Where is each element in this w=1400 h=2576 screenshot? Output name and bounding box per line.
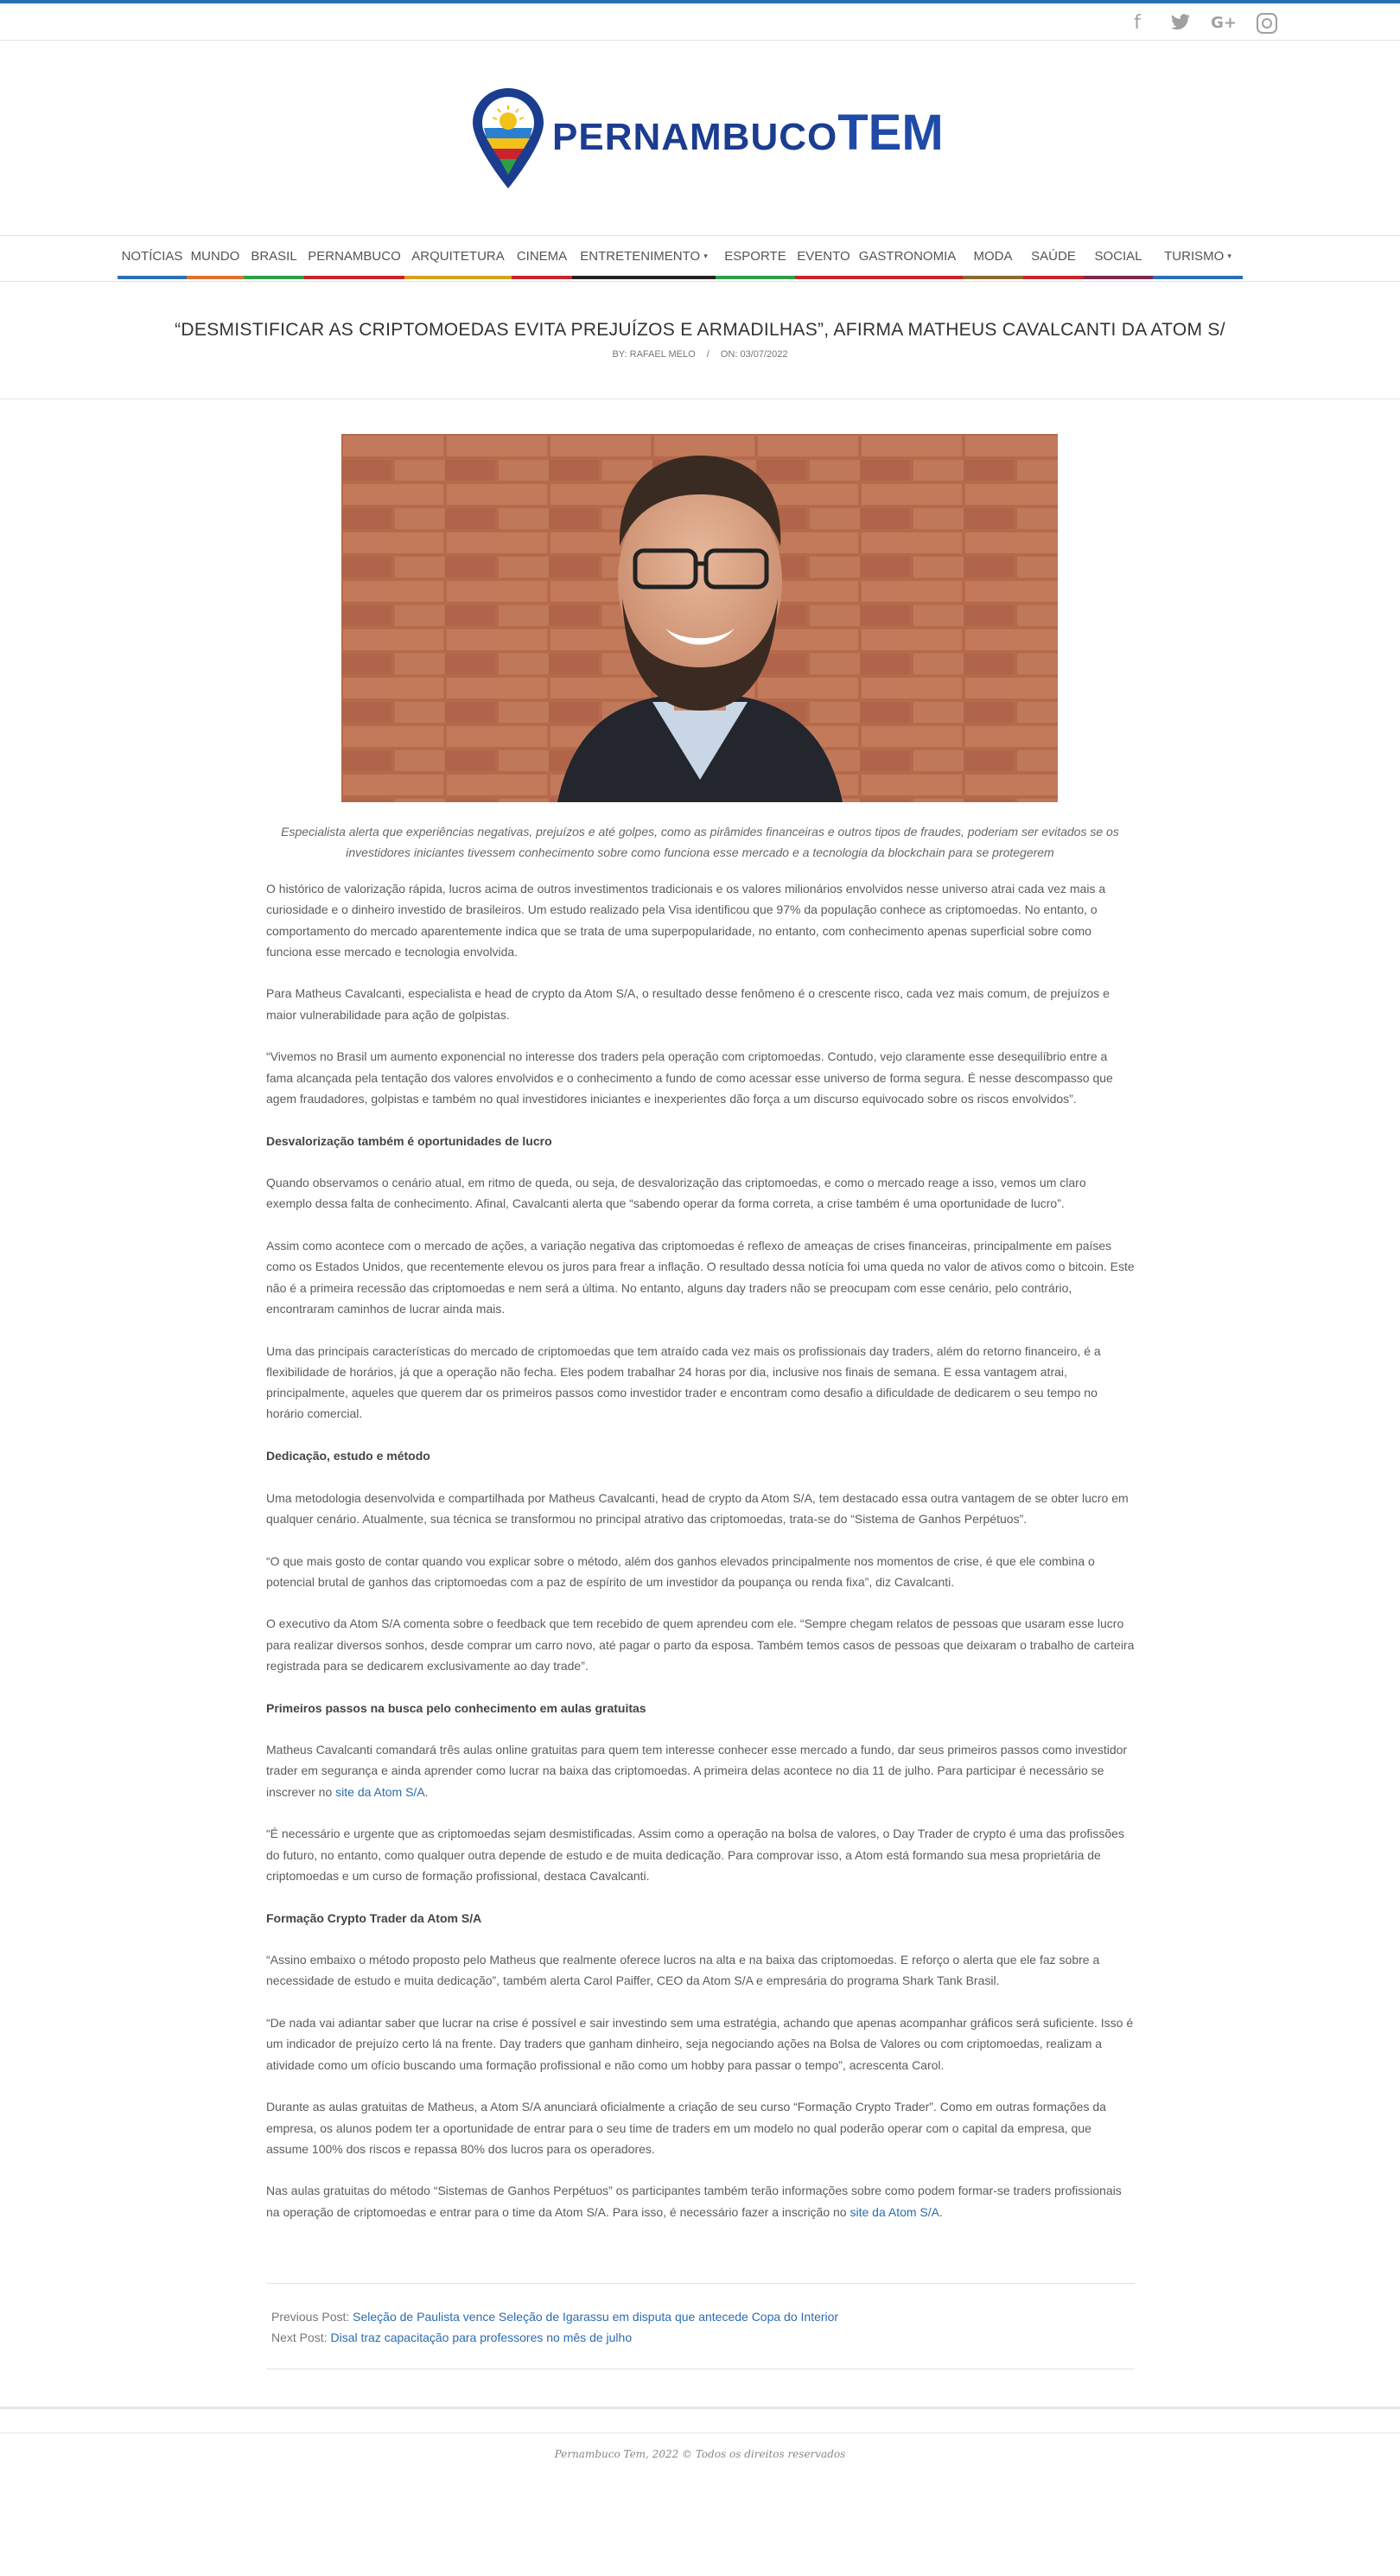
section-heading: Desvalorização também é oportunidades de lucro (266, 1133, 552, 1148)
section-heading: Dedicação, estudo e método (266, 1449, 430, 1463)
nav-item-label: BRASIL (251, 248, 297, 264)
paragraph: “Vivemos no Brasil um aumento exponencial no interesse dos traders pela operação com criptomoedas. Contudo, vejo claramente esse desequilíbrio entre a fama alcançada pela tentação dos valores envolvidos e o conhecimento a fundo de como acessar esse universo de forma segura. É nesse descompasso que agem fraudadores, golpistas e também no qual investidores iniciantes e inexperientes dão força a um discurso equivocado sobre os riscos envolvidos”. (266, 1049, 1113, 1106)
chevron-down-icon: ▾ (1227, 251, 1231, 260)
nav-item-label: TURISMO (1164, 248, 1225, 264)
nav-item-label: PERNAMBUCO (308, 248, 401, 264)
nav-item-gastronomia[interactable] (852, 236, 963, 279)
nav-item-turismo[interactable] (1153, 236, 1243, 279)
paragraph: Assim como acontece com o mercado de ações, a variação negativa das criptomoedas é reflexo de ameaças de crises financeiras, principalmente em países como os Estados Unidos, que recentemente elevou os juros para frear a inflação. O resultado dessa notícia foi uma queda no valor de ativos como o bitcoin. Este não é a primeira recessão das criptomoedas e nem será a última. No entanto, alguns day traders não se preocupam com esse cenário, pelo contrário, encontraram caminhos de lucrar ainda mais. (266, 1239, 1135, 1316)
nav-item-esporte[interactable] (716, 236, 795, 279)
logo-text-pernambuco: PERNAMBUCO (552, 116, 838, 158)
nav-item-sa-de[interactable] (1023, 236, 1084, 279)
nav-item-social[interactable] (1084, 236, 1153, 279)
paragraph: O histórico de valorização rápida, lucros acima de outros investimentos tradicionais e os valores milionários envolvidos nesse universo atrai cada vez mais a curiosidade e o dinheiro investido de brasileiros. Um estudo realizado pela Visa identificou que 97% da população conhece as criptomoedas. No entanto, o comportamento do mercado aparentemente indica que se trata de uma superpopularidade, no entanto, com conhecimento apenas superficial sobre como funciona esse mercado e tecnologia envolvida. (266, 882, 1106, 959)
pin-logo-icon (469, 85, 547, 193)
publish-date: 03/07/2022 (740, 349, 788, 360)
nav-item-label: NOTÍCIAS (121, 248, 183, 264)
on-label: ON: (720, 349, 738, 360)
previous-post (271, 2310, 838, 2324)
nav-item-label: ESPORTE (724, 248, 786, 264)
footer-copyright: Pernambuco Tem, 2022 © Todos os direitos reservados (554, 2448, 846, 2460)
paragraph: Uma metodologia desenvolvida e compartilhada por Matheus Cavalcanti, head de crypto da Atom S/A, tem destacado essa outra vantagem de se obter lucro em qualquer cenário. Atualmente, sua técnica se transformou no principal atrativo das criptomoedas, trata-se do “Sistema de Ganhos Perpétuos”. (266, 1490, 1129, 1526)
nav-item-label: ENTRETENIMENTO (580, 248, 701, 264)
nav-item-evento[interactable] (795, 236, 852, 279)
nav-item-pernambuco[interactable] (304, 236, 404, 279)
image-caption: Especialista alerta que experiências negativas, prejuízos e até golpes, como as pirâmides financeiras e outros tipos de fraudes, poderiam ser evitados se os investidores iniciantes tivessem conhecimento sobre como funciona esse mercado e a tecnologia da blockchain para se protegerem (281, 825, 1119, 859)
atom-site-link[interactable]: site da Atom S/A (335, 1784, 425, 1799)
paragraph-text: Nas aulas gratuitas do método “Sistemas de Ganhos Perpétuos” os participantes também terão informações sobre como podem formar-se traders profissionais na operação de criptomoedas e entrar para o time da Atom S/A. Para isso, é necessário fazer a inscrição no (266, 2184, 1122, 2219)
next-post-label: Next Post: (271, 2331, 328, 2344)
nav-item-not-cias[interactable] (118, 236, 187, 279)
atom-site-link[interactable]: site da Atom S/A (850, 2204, 939, 2219)
paragraph-text: . (424, 1784, 429, 1799)
meta-separator: / (706, 349, 710, 360)
section-heading: Primeiros passos na busca pelo conhecimento em aulas gratuitas (266, 1700, 646, 1715)
nav-item-label: GASTRONOMIA (858, 248, 957, 264)
instagram-icon[interactable] (1255, 10, 1279, 35)
logo-text (552, 104, 944, 162)
social-links (1125, 10, 1279, 35)
paragraph: Uma das principais características do mercado de criptomoedas que tem atraído cada vez mais os profissionais day traders, além do retorno financeiro, é a flexibilidade de horários, já que a operação não fecha. Eles podem trabalhar 24 horas por dia, inclusive nos finais de semana. E essa vantagem atrai, principalmente, aqueles que querem dar os primeiros passos como investidor trader e encontram como desafio a dificuldade de dedicarem o seu tempo no horário comercial. (266, 1343, 1101, 1421)
paragraph: “O que mais gosto de contar quando vou explicar sobre o método, além dos ganhos elevados principalmente nos momentos de crise, é que ele combina o potencial brutal de ganhos das criptomoedas com a paz de espírito de um investidor da poupança ou renda fixa”, diz Cavalcanti. (266, 1553, 1095, 1589)
author-name[interactable]: RAFAEL MELO (629, 349, 696, 360)
article-image (341, 434, 1058, 802)
logo-text-tem: TEM (837, 105, 944, 161)
paragraph (266, 2180, 1135, 2222)
nav-item-label: MODA (973, 248, 1013, 264)
article-header (0, 282, 1400, 399)
paragraph-text: Matheus Cavalcanti comandará três aulas online gratuitas para quem tem interesse conhecer esse mercado a fundo, dar seus primeiros passos como investidor trader em segurança e ainda aprender como lucrar na baixa das criptomoedas. A primeira delas acontece no dia 11 de julho. Para participar é necessário se inscrever no (266, 1743, 1128, 1799)
article-body (266, 878, 1135, 2243)
nav-item-moda[interactable] (963, 236, 1023, 279)
nav-item-label: SAÚDE (1031, 248, 1076, 264)
facebook-icon[interactable]: f (1134, 11, 1141, 34)
nav-item-label: ARQUITETURA (411, 248, 505, 264)
top-bar (0, 3, 1400, 41)
nav-item-entretenimento[interactable] (572, 236, 716, 279)
paragraph (266, 1739, 1135, 1802)
paragraph: O executivo da Atom S/A comenta sobre o feedback que tem recebido de quem aprendeu com ele. “Sempre chegam relatos de pessoas que usaram esse lucro para realizar diversos sonhos, desde comprar um carro novo, até pagar o parto da esposa. Também temos casos de pessoas que deixaram o trabalho de carteira registrada para se dedicarem exclusivamente ao day trade”. (266, 1616, 1135, 1673)
next-post-link[interactable]: Disal traz capacitação para professores no mês de julho (330, 2331, 633, 2344)
nav-item-label: MUNDO (190, 248, 240, 264)
paragraph: “De nada vai adiantar saber que lucrar na crise é possível e sair investindo sem uma estratégia, achando que apenas acompanhar gráficos será suficiente. Isso é um indicador de prejuízo certo lá na frente. Day traders que ganham dinheiro, seja negociando ações na Bolsa de Valores ou com criptomoedas, realizam a atividade como um ofício buscando uma formação profissional e não como um hobby para passar o tempo”, acrescenta Carol. (266, 2016, 1134, 2072)
nav-item-arquitetura[interactable] (404, 236, 512, 279)
article-title: “DESMISTIFICAR AS CRIPTOMOEDAS EVITA PREJUÍZOS E ARMADILHAS”, AFIRMA MATHEUS CAVALCANTI DA ATOM S/ (175, 320, 1225, 340)
footer-divider (0, 2407, 1400, 2409)
nav-item-label: CINEMA (516, 248, 568, 264)
section-heading: Formação Crypto Trader da Atom S/A (266, 1910, 482, 1925)
nav-item-mundo[interactable] (187, 236, 244, 279)
next-post (271, 2331, 632, 2344)
nav-item-label: SOCIAL (1094, 248, 1142, 264)
nav-list (118, 236, 1243, 279)
main-nav (0, 235, 1400, 282)
paragraph: Para Matheus Cavalcanti, especialista e head de crypto da Atom S/A, o resultado desse fenômeno é o crescente risco, cada vez mais comum, de prejuízos e maior vulnerabilidade para ação de golpistas. (266, 986, 1110, 1022)
twitter-icon[interactable] (1168, 10, 1193, 35)
by-label: BY: (612, 349, 627, 360)
nav-item-cinema[interactable] (512, 236, 572, 279)
paragraph-text: . (939, 2204, 943, 2219)
google-plus-icon[interactable]: G+ (1211, 13, 1237, 32)
paragraph: “É necessário e urgente que as criptomoedas sejam desmistificadas. Assim como a operação na bolsa de valores, o Day Trader de crypto é uma das profissões do futuro, no entanto, como qualquer outra depende de estudo e de muita dedicação. Para comprovar isso, a Atom está formando sua mesa proprietária de criptomoedas e um curso de formação profissional, destaca Cavalcanti. (266, 1827, 1124, 1883)
chevron-down-icon: ▾ (703, 251, 708, 260)
nav-item-brasil[interactable] (244, 236, 304, 279)
post-navigation (266, 2283, 1135, 2369)
article-meta (0, 349, 1400, 360)
paragraph: “Assino embaixo o método proposto pelo Matheus que realmente oferece lucros na alta e na baixa das criptomoedas. E reforço o alerta que ele faz sobre a necessidade de estudo e muita dedicação”, também alerta Carol Paiffer, CEO da Atom S/A e empresária do programa Shark Tank Brasil. (266, 1953, 1100, 1988)
paragraph: Quando observamos o cenário atual, em ritmo de queda, ou seja, de desvalorização das criptomoedas, e como o mercado reage a isso, vemos um claro exemplo dessa falta de conhecimento. Afinal, Cavalcanti alerta que “sabendo operar da forma correta, a crise também é uma oportunidade de lucro”. (266, 1176, 1086, 1211)
site-logo[interactable] (469, 85, 944, 193)
paragraph: Durante as aulas gratuitas de Matheus, a Atom S/A anunciará oficialmente a criação de seu curso “Formação Crypto Trader”. Como em outras formações da empresa, os alunos podem ter a oportunidade de entrar para o seu time de traders em um modelo no qual poderão operar com o capital da empresa, que assume 100% dos riscos e repassa 80% dos lucros para os operadores. (266, 2100, 1106, 2156)
previous-post-label: Previous Post: (271, 2310, 350, 2324)
nav-item-label: EVENTO (797, 248, 850, 264)
previous-post-link[interactable]: Seleção de Paulista vence Seleção de Igarassu em disputa que antecede Copa do Interior (353, 2310, 839, 2324)
